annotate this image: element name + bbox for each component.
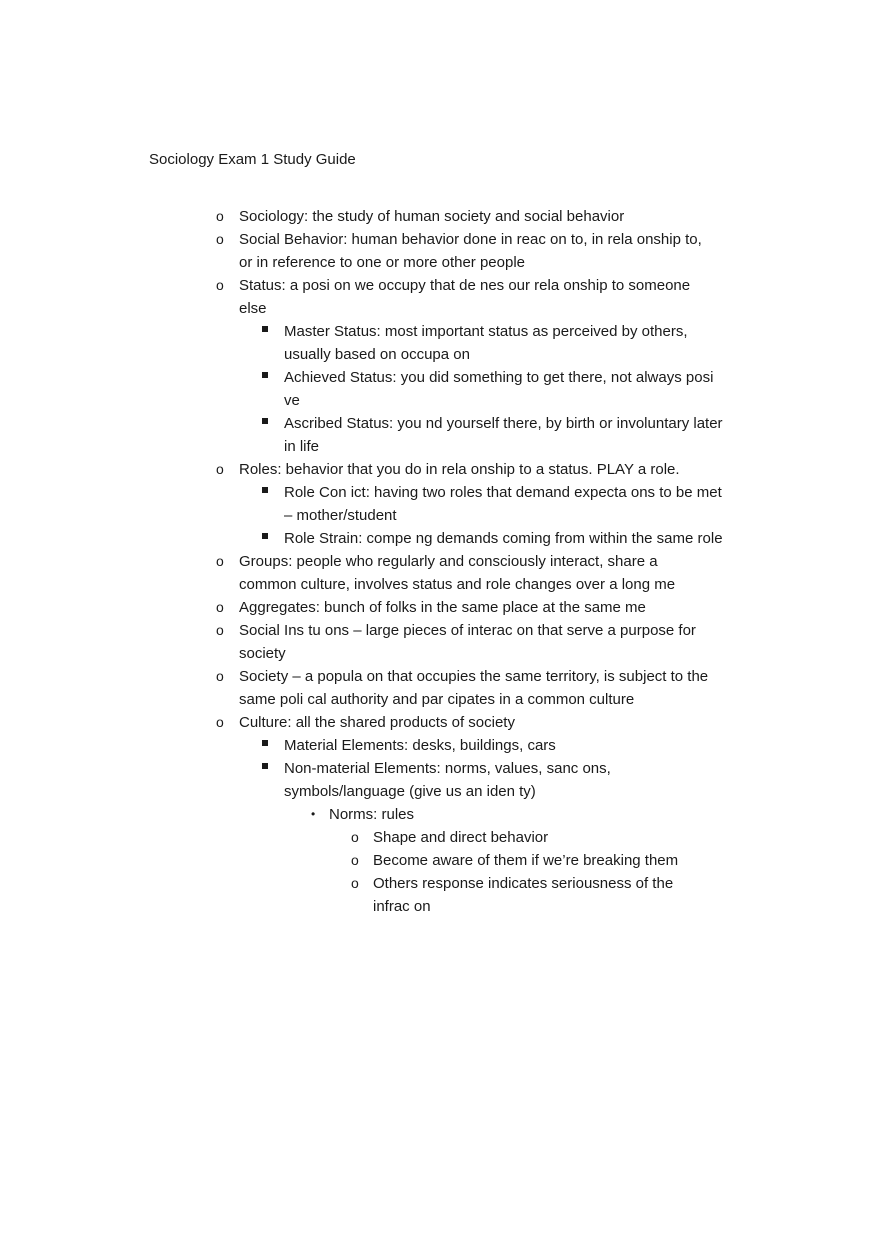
list-item	[0, 527, 729, 550]
square-bullet-icon	[262, 757, 268, 780]
disc-bullet-icon: •	[311, 807, 316, 821]
page-title: Sociology Exam 1 Study Guide	[149, 151, 356, 168]
list-item	[0, 596, 719, 619]
square-bullet-icon	[262, 481, 268, 504]
square-bullet-icon	[262, 320, 268, 343]
circle-bullet-icon: o	[216, 553, 224, 569]
list-item	[0, 412, 729, 458]
list-item	[0, 826, 708, 849]
list-item-text: Non-material Elements: norms, values, sanc ons, symbols/language (give us an iden ty)	[284, 760, 611, 800]
list-item-text: Social Behavior: human behavior done in reac on to, in rela onship to, or in reference to one or more other people	[239, 231, 702, 271]
square-bullet-icon	[262, 734, 268, 757]
list-item-text: Role Strain: compe ng demands coming from within the same role	[284, 530, 723, 547]
study-guide-outline	[0, 205, 880, 918]
square-bullet-icon	[262, 527, 268, 550]
list-item-text: Sociology: the study of human society and social behavior	[239, 208, 625, 225]
list-item	[0, 481, 729, 527]
square-bullet-icon	[262, 366, 268, 389]
list-item	[0, 320, 729, 366]
list-item	[0, 458, 719, 481]
list-item-text: Groups: people who regularly and consciously interact, share a common culture, involves status and role changes over a long me	[239, 553, 676, 593]
list-item	[0, 711, 719, 734]
circle-bullet-icon: o	[216, 461, 224, 477]
circle-bullet-icon: o	[216, 599, 224, 615]
circle-bullet-icon: o	[216, 231, 224, 247]
list-item	[0, 550, 719, 596]
circle-bullet-icon: o	[216, 622, 224, 638]
square-bullet-icon	[262, 412, 268, 435]
list-item	[0, 872, 708, 918]
list-item-text: Material Elements: desks, buildings, cars	[284, 737, 556, 754]
list-item	[0, 274, 719, 320]
circle-bullet-icon: o	[216, 208, 224, 224]
list-item-text: Master Status: most important status as perceived by others, usually based on occupa on	[284, 323, 688, 363]
list-item-text: Roles: behavior that you do in rela onship to a status. PLAY a role.	[239, 461, 680, 478]
list-item-text: Norms: rules	[329, 806, 415, 823]
circle-bullet-icon: o	[351, 829, 359, 845]
circle-bullet-icon: o	[216, 714, 224, 730]
list-item	[0, 366, 729, 412]
list-item	[0, 228, 719, 274]
circle-bullet-icon: o	[351, 875, 359, 891]
list-item	[0, 205, 719, 228]
list-item-text: Achieved Status: you did something to get there, not always posi ve	[284, 369, 714, 409]
list-item-text: Others response indicates seriousness of the infrac on	[373, 875, 674, 915]
list-item	[0, 665, 719, 711]
circle-bullet-icon: o	[216, 668, 224, 684]
list-item	[0, 803, 729, 826]
list-item-text: Society – a popula on that occupies the same territory, is subject to the same poli cal authority and par cipates in a common culture	[239, 668, 709, 708]
list-item-text: Culture: all the shared products of society	[239, 714, 515, 731]
list-item	[0, 619, 719, 665]
circle-bullet-icon: o	[216, 277, 224, 293]
list-item-text: Social Ins tu ons – large pieces of interac on that serve a purpose for society	[239, 622, 696, 662]
list-item	[0, 734, 729, 757]
list-item-text: Shape and direct behavior	[373, 829, 549, 846]
list-item-text: Become aware of them if we’re breaking them	[373, 852, 679, 869]
list-item-text: Ascribed Status: you nd yourself there, by birth or involuntary later in life	[284, 415, 723, 455]
list-item	[0, 849, 708, 872]
list-item-text: Role Con ict: having two roles that demand expecta ons to be met – mother/student	[284, 484, 722, 524]
list-item	[0, 757, 729, 803]
list-item-text: Status: a posi on we occupy that de nes our rela onship to someone else	[239, 277, 691, 317]
list-item-text: Aggregates: bunch of folks in the same place at the same me	[239, 599, 646, 616]
circle-bullet-icon: o	[351, 852, 359, 868]
